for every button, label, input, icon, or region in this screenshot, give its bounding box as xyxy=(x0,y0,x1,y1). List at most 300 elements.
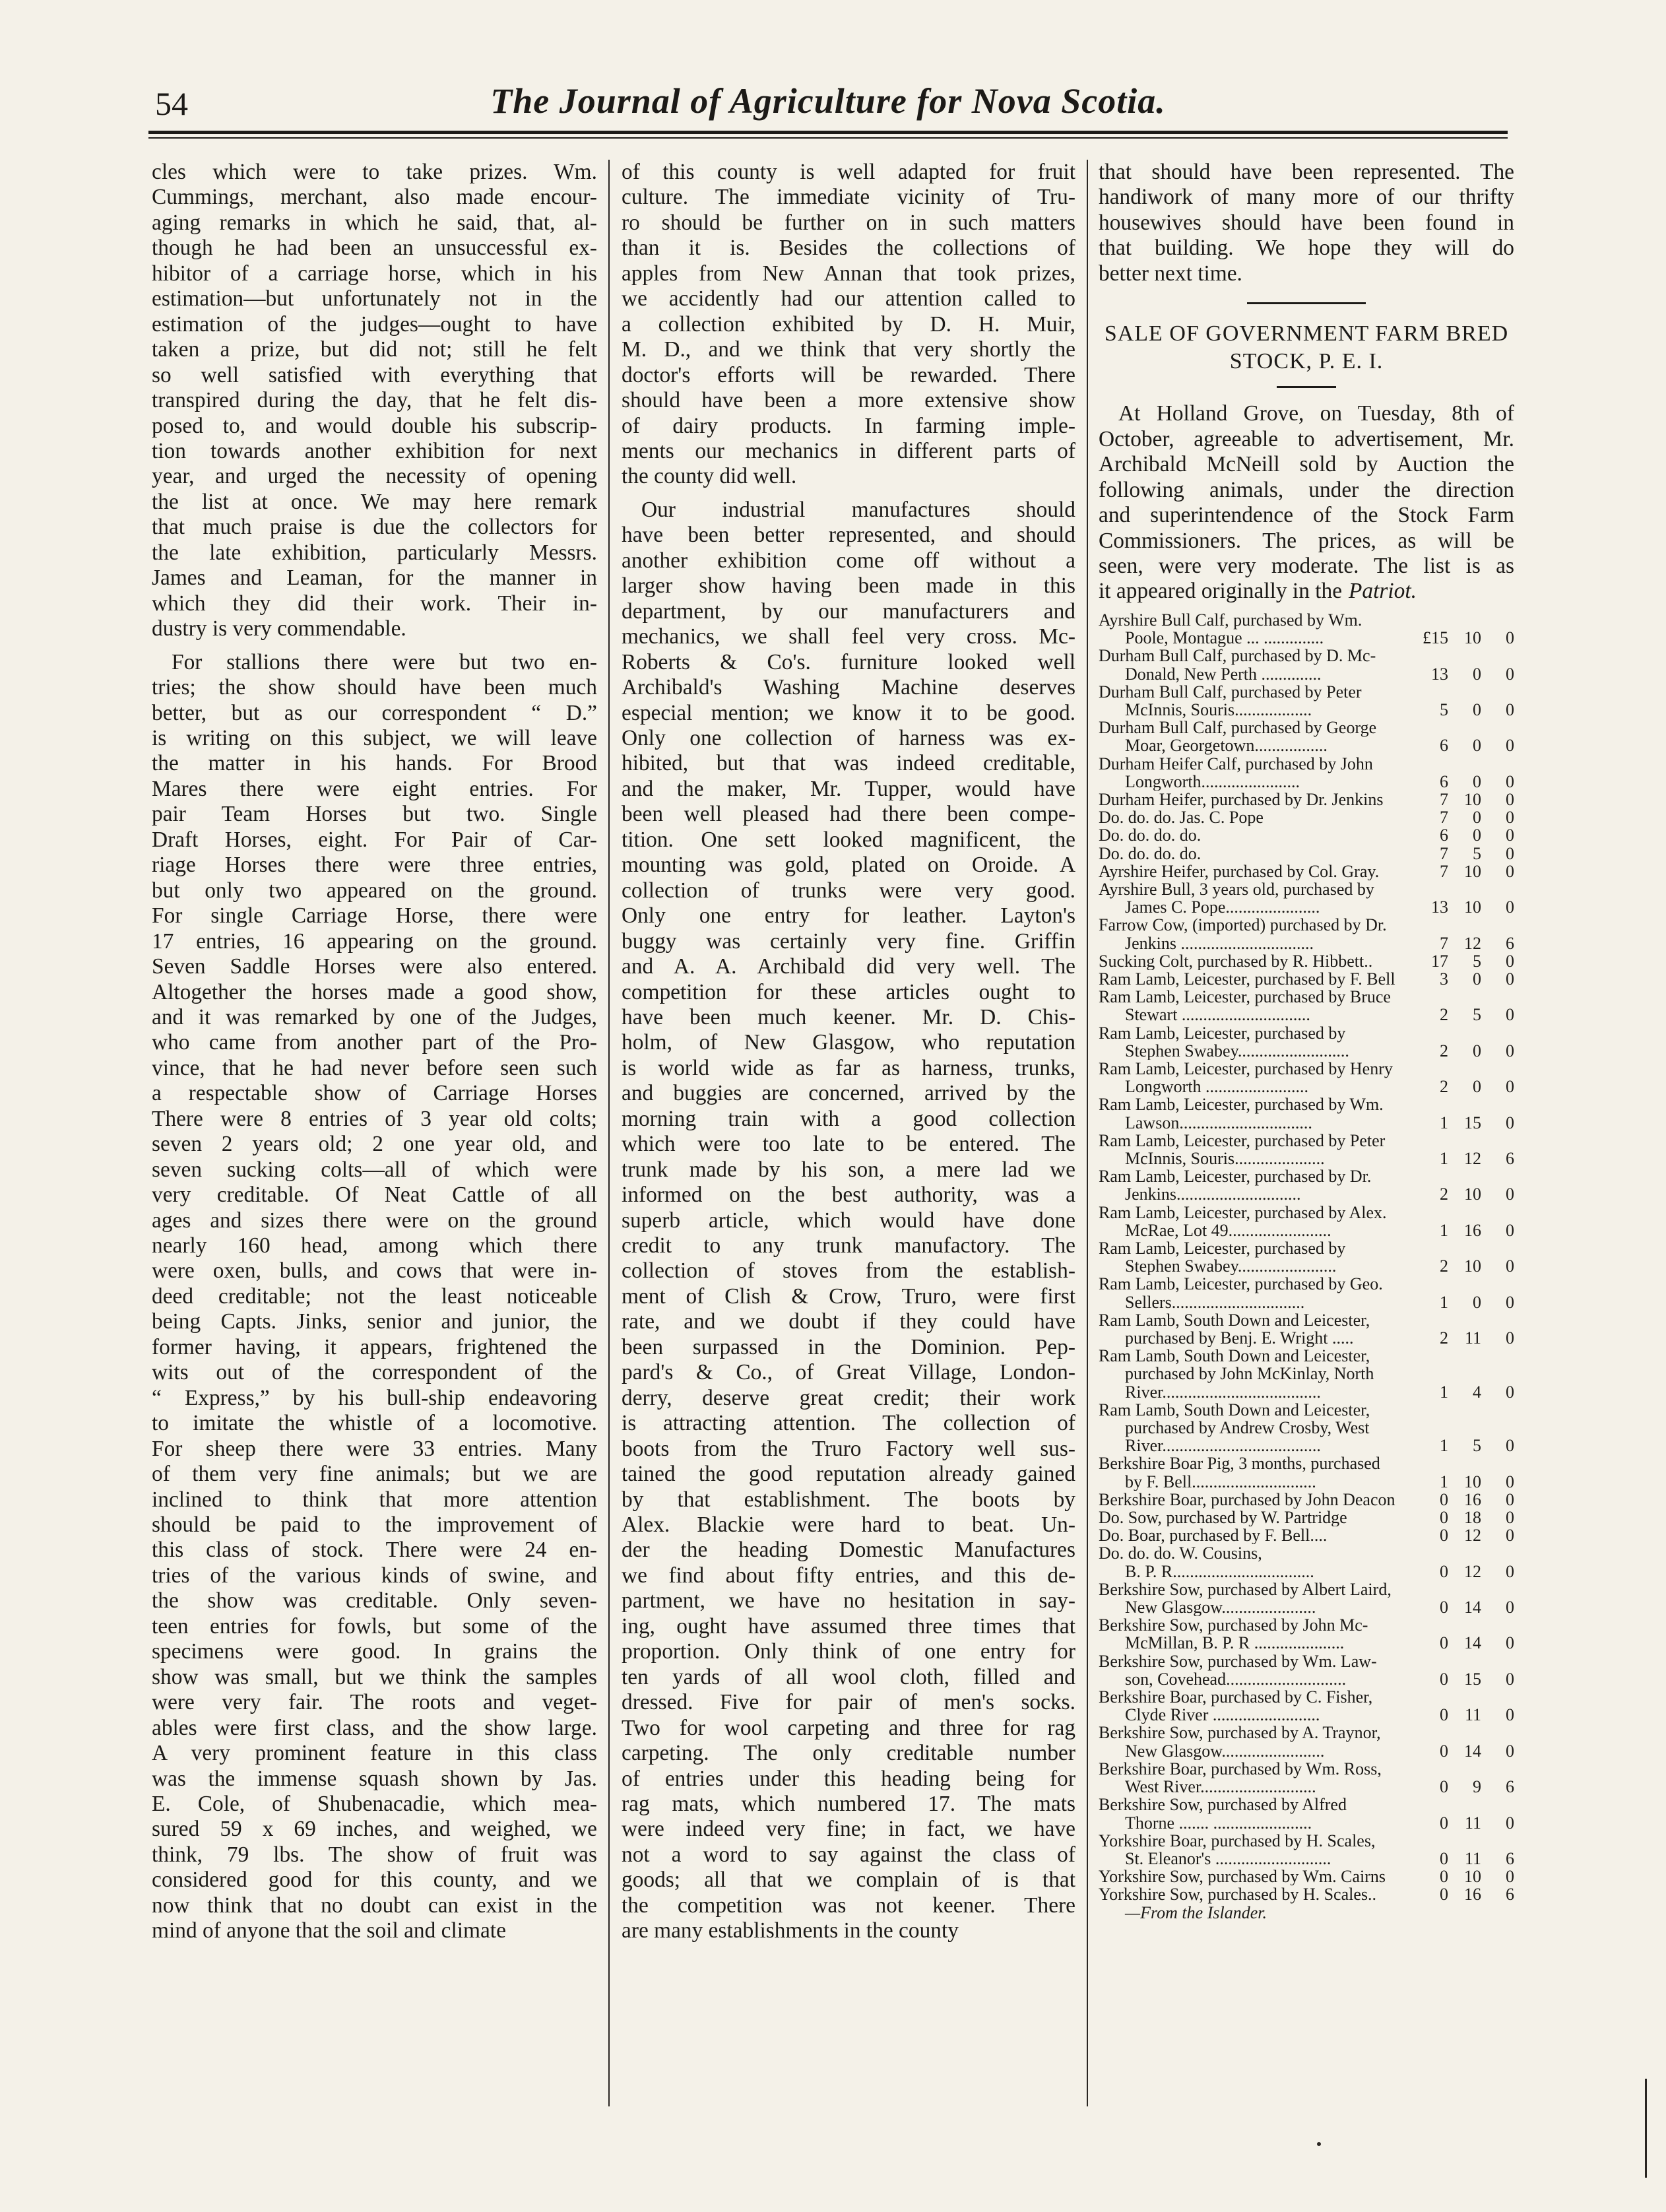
sale-entry xyxy=(1099,719,1514,754)
text-line: hibitor of a carriage horse, which in his xyxy=(152,261,597,286)
price-pence: 0 xyxy=(1506,843,1514,863)
sale-entry xyxy=(1099,1526,1514,1544)
text-line: There were 8 entries of 3 year old colts; xyxy=(152,1106,597,1131)
entry-line: Ayrshire Heifer, purchased by Col. Gray. xyxy=(1099,862,1380,880)
text-line: are many establishments in the county xyxy=(622,1918,959,1943)
sale-price xyxy=(1422,934,1514,952)
price-pounds: 0 xyxy=(1440,1633,1448,1653)
text-line: carpeting. The only creditable number xyxy=(622,1741,1075,1766)
sale-list xyxy=(1099,611,1514,1904)
price-pence: 0 xyxy=(1506,789,1514,809)
source-credit: —From the Islander. xyxy=(1125,1903,1267,1922)
price-pence: 0 xyxy=(1506,736,1514,756)
text-line: and A. A. Archibald did very well. The xyxy=(622,954,1075,979)
entry-line: Yorkshire Sow, purchased by Wm. Cairns xyxy=(1099,1868,1386,1886)
text-line: James and Leaman, for the manner in xyxy=(152,566,597,591)
text-line: posed to, and would double his subscrip- xyxy=(152,413,597,438)
entry-line: Durham Heifer, purchased by Dr. Jenkins xyxy=(1099,790,1384,809)
price-shillings: 16 xyxy=(1464,1885,1481,1904)
text-line: goods; all that we complain of is that xyxy=(622,1868,1075,1893)
price-pence: 0 xyxy=(1506,1292,1514,1312)
price-shillings: 10 xyxy=(1464,628,1481,648)
sale-price xyxy=(1422,1150,1514,1167)
price-pence: 0 xyxy=(1506,1113,1514,1132)
entry-line: Ayrshire Bull Calf, purchased by Wm. xyxy=(1099,610,1362,630)
entry-line: purchased by Andrew Crosby, West xyxy=(1125,1418,1370,1438)
text-line: rate, and we doubt if they could have xyxy=(622,1309,1075,1334)
price-pence: 0 xyxy=(1506,1489,1514,1509)
price-shillings: 12 xyxy=(1464,933,1481,953)
sale-entry xyxy=(1099,952,1514,970)
column-2 xyxy=(622,160,1075,1944)
price-pence: 0 xyxy=(1506,1382,1514,1402)
text-line: deed creditable; not the least noticeable xyxy=(152,1284,597,1309)
price-pence: 6 xyxy=(1506,1148,1514,1168)
entry-line: Thorne ....... ....................... xyxy=(1125,1813,1312,1832)
text-line: sured 59 x 69 inches, and weighed, we xyxy=(152,1817,597,1842)
text-line: was the immense squash shown by Jas. xyxy=(152,1766,597,1791)
text-line: dustry is very commendable. xyxy=(152,616,406,641)
price-pounds: 0 xyxy=(1440,1777,1448,1797)
entry-line: St. Eleanor's ........................... xyxy=(1125,1848,1331,1868)
price-shillings: 5 xyxy=(1473,843,1481,863)
entry-line: Poole, Montague ... .............. xyxy=(1125,628,1324,647)
entry-line: Durham Heifer Calf, purchased by John xyxy=(1099,754,1373,773)
column-1 xyxy=(152,160,597,1944)
text-line: For stallions there were but two en- xyxy=(172,649,597,674)
sale-entry xyxy=(1099,1491,1514,1509)
text-line: but only two appeared on the ground. xyxy=(152,878,597,903)
sale-entry xyxy=(1099,1688,1514,1724)
entry-line: Moar, Georgetown................. xyxy=(1125,736,1328,755)
price-pence: 0 xyxy=(1506,1436,1514,1456)
price-shillings: 10 xyxy=(1464,789,1481,809)
paragraph xyxy=(152,650,597,1944)
price-pounds: 2 xyxy=(1440,1077,1448,1097)
text-line: M. D., and we think that very shortly the xyxy=(622,337,1075,362)
text-line: estimation of the judges—ought to have xyxy=(152,311,597,337)
text-line: this class of stock. There were 24 en- xyxy=(152,1538,597,1563)
price-pounds: 13 xyxy=(1431,664,1448,684)
text-line xyxy=(1099,579,1514,604)
text-line: larger show having been made in this xyxy=(622,573,1075,599)
text-line: credit to any trunk manufactory. The xyxy=(622,1233,1075,1258)
text-line: competition for these articles ought to xyxy=(622,979,1075,1004)
text-line: considered good for this county, and we xyxy=(152,1868,597,1893)
price-pounds: 2 xyxy=(1440,1005,1448,1025)
text-line: to imitate the whistle of a locomotive. xyxy=(152,1411,597,1436)
price-shillings: 14 xyxy=(1464,1741,1481,1761)
sale-price xyxy=(1422,808,1514,826)
text-line: of dairy products. In farming imple- xyxy=(622,413,1075,438)
text-line: estimation—but unfortunately not in the xyxy=(152,286,597,311)
text-line: been well pleased had there been compe- xyxy=(622,802,1075,827)
sale-entry xyxy=(1099,826,1514,844)
text-line: Cummings, merchant, also made encour- xyxy=(152,185,597,210)
price-shillings: 12 xyxy=(1464,1148,1481,1168)
text-line: been surpassed in the Dominion. Pep- xyxy=(622,1334,1075,1359)
sale-entry xyxy=(1099,1868,1514,1885)
text-line: seven 2 years old; 2 one year old, and xyxy=(152,1132,597,1157)
page-header xyxy=(132,78,1524,131)
sale-entry xyxy=(1099,1454,1514,1490)
text-line: is attracting attention. The collection of xyxy=(622,1411,1075,1436)
price-pence: 0 xyxy=(1506,826,1514,845)
newspaper-name: Patriot. xyxy=(1349,579,1417,604)
text-line: though he had been an unsuccessful ex- xyxy=(152,236,597,261)
text-line: 17 entries, 16 appearing on the ground. xyxy=(152,928,597,954)
stray-dot xyxy=(1317,2142,1321,2146)
journal-title: The Journal of Agriculture for Nova Scotia. xyxy=(490,81,1166,121)
text-line: ages and sizes there were on the ground xyxy=(152,1208,597,1233)
text-line: we accidently had our attention called to xyxy=(622,286,1075,311)
text-line: E. Cole, of Shubenacadie, which mea- xyxy=(152,1792,597,1816)
price-pence: 0 xyxy=(1506,969,1514,989)
text-line: superb article, which would have done xyxy=(622,1208,1075,1233)
price-pounds: 0 xyxy=(1440,1705,1448,1725)
text-line: mind of anyone that the soil and climate xyxy=(152,1918,506,1943)
entry-line: Ayrshire Bull, 3 years old, purchased by xyxy=(1099,880,1374,899)
entry-line: Jenkins ............................... xyxy=(1125,933,1314,952)
text-line: ro should be further on in such matters xyxy=(622,210,1075,235)
sale-price xyxy=(1422,952,1514,970)
price-pence: 0 xyxy=(1506,1705,1514,1725)
entry-line: Stewart .............................. xyxy=(1125,1005,1310,1024)
entry-line: Ram Lamb, Leicester, purchased by Geo. xyxy=(1099,1275,1383,1294)
price-pounds: 0 xyxy=(1440,1598,1448,1617)
text-line: collection of stoves from the establish- xyxy=(622,1258,1075,1284)
price-pence: 0 xyxy=(1506,1633,1514,1653)
price-pounds: 1 xyxy=(1440,1472,1448,1491)
entry-line: McMillan, B. P. R ..................... xyxy=(1125,1633,1345,1652)
sale-entry xyxy=(1099,683,1514,719)
text-line: better next time. xyxy=(1099,261,1242,286)
price-pounds: 1 xyxy=(1440,1382,1448,1402)
sale-entry xyxy=(1099,1760,1514,1796)
intro-paragraph xyxy=(1099,160,1514,286)
sale-title-line: SALE OF GOVERNMENT FARM BRED xyxy=(1104,321,1509,346)
text-line: should be paid to the improvement of xyxy=(152,1513,597,1538)
sale-entry xyxy=(1099,1796,1514,1831)
price-pence: 6 xyxy=(1506,1848,1514,1868)
text-line: doctor's efforts will be rewarded. There xyxy=(622,362,1075,387)
text-line: Our industrial manufactures should xyxy=(641,497,1075,522)
entry-line: West River........................... xyxy=(1125,1777,1316,1796)
price-pence: 0 xyxy=(1506,1561,1514,1581)
entry-line: Durham Bull Calf, purchased by George xyxy=(1099,719,1377,738)
text-line: a respectable show of Carriage Horses xyxy=(152,1081,597,1106)
sale-entry xyxy=(1099,880,1514,916)
price-pounds: 1 xyxy=(1440,1148,1448,1168)
price-shillings: 11 xyxy=(1464,1705,1481,1725)
entry-line: Berkshire Boar, purchased by C. Fisher, xyxy=(1099,1688,1373,1707)
text-line: tries; the show should have been much xyxy=(152,675,597,700)
sale-price xyxy=(1422,1814,1514,1832)
sale-price xyxy=(1422,898,1514,916)
text-line: so well satisfied with everything that xyxy=(152,362,597,387)
sale-price xyxy=(1422,1850,1514,1868)
text-line: being Capts. Jinks, senior and junior, the xyxy=(152,1309,597,1334)
text-line: aging remarks in which he said, that, al- xyxy=(152,210,597,235)
price-pounds: £15 xyxy=(1423,628,1448,648)
entry-line: Do. do. do. do. xyxy=(1099,844,1201,862)
price-pence: 0 xyxy=(1506,1256,1514,1276)
sale-entry xyxy=(1099,1580,1514,1616)
text-line: transpired during the day, that he felt dis- xyxy=(152,388,597,413)
sale-price xyxy=(1422,1473,1514,1491)
entry-line: Do. do. do. W. Cousins, xyxy=(1099,1544,1262,1563)
sale-price xyxy=(1422,665,1514,683)
price-pounds: 2 xyxy=(1440,1256,1448,1276)
entry-line: Yorkshire Sow, purchased by H. Scales.. xyxy=(1099,1885,1377,1904)
entry-line: Ram Lamb, Leicester, purchased by xyxy=(1099,1239,1346,1258)
entry-line: purchased by Benj. E. Wright ..... xyxy=(1125,1328,1354,1348)
text-line: Archibald McNeill sold by Auction the xyxy=(1099,452,1514,477)
text-line: holm, of New Glasgow, who reputation xyxy=(622,1030,1075,1055)
sale-price xyxy=(1422,736,1514,754)
entry-line: Berkshire Boar, purchased by Wm. Ross, xyxy=(1099,1759,1382,1778)
entry-line: Do. Boar, purchased by F. Bell.... xyxy=(1099,1526,1328,1545)
text-line: Seven Saddle Horses were also entered. xyxy=(152,954,597,979)
price-pounds: 7 xyxy=(1440,933,1448,953)
price-shillings: 0 xyxy=(1473,826,1481,845)
sale-price xyxy=(1422,1221,1514,1239)
text-line: which they did their work. Their in- xyxy=(152,591,597,616)
price-shillings: 0 xyxy=(1473,1077,1481,1097)
entry-line: McInnis, Souris..................... xyxy=(1125,1148,1325,1168)
price-shillings: 14 xyxy=(1464,1598,1481,1617)
text-line: riage Horses there were three entries, xyxy=(152,853,597,878)
entry-line: Berkshire Sow, purchased by A. Traynor, xyxy=(1099,1724,1381,1743)
price-pounds: 0 xyxy=(1440,1489,1448,1509)
sale-entry xyxy=(1099,755,1514,791)
price-pounds: 5 xyxy=(1440,699,1448,719)
price-shillings: 11 xyxy=(1464,1813,1481,1833)
text-line: taken a prize, but did not; still he felt xyxy=(152,337,597,362)
text-line: A very prominent feature in this class xyxy=(152,1741,597,1766)
sale-price xyxy=(1422,1078,1514,1095)
sale-price xyxy=(1422,845,1514,862)
sale-price xyxy=(1422,862,1514,880)
header-rule-thin xyxy=(148,137,1508,139)
text-line: specimens were good. In grains the xyxy=(152,1639,597,1664)
price-pounds: 0 xyxy=(1440,1741,1448,1761)
entry-line: Berkshire Sow, purchased by Albert Laird, xyxy=(1099,1580,1392,1599)
price-shillings: 0 xyxy=(1473,969,1481,989)
text-line: year, and urged the necessity of opening xyxy=(152,464,597,489)
entry-line: Berkshire Sow, purchased by Wm. Law- xyxy=(1099,1652,1377,1671)
text-line: tion towards another exhibition for next xyxy=(152,438,597,463)
text-line: which were too late to be entered. The xyxy=(622,1132,1075,1157)
sale-entry xyxy=(1099,791,1514,808)
entry-line: by F. Bell............................. xyxy=(1125,1472,1316,1491)
entry-line: Ram Lamb, Leicester, purchased by Wm. xyxy=(1099,1095,1384,1115)
text-line: ables were first class, and the show large. xyxy=(152,1715,597,1740)
entry-line: Clyde River ......................... xyxy=(1125,1705,1320,1724)
column-3 xyxy=(1099,160,1514,1922)
sale-price xyxy=(1422,1742,1514,1760)
text-line: Altogether the horses made a good show, xyxy=(152,979,597,1004)
sale-entry xyxy=(1099,1724,1514,1759)
sale-entry xyxy=(1099,647,1514,682)
text-line: the list at once. We may here remark xyxy=(152,489,597,514)
sale-entry xyxy=(1099,988,1514,1024)
text-line: vince, that he had never before seen such xyxy=(152,1055,597,1080)
entry-line: James C. Pope...................... xyxy=(1125,897,1320,917)
sale-title xyxy=(1099,320,1514,375)
price-shillings: 5 xyxy=(1473,1436,1481,1456)
text-line: we find about fifty entries, and this de- xyxy=(622,1563,1075,1588)
sale-entry xyxy=(1099,845,1514,862)
text-line: and the maker, Mr. Tupper, would have xyxy=(622,776,1075,801)
text-line: and buggies are concerned, arrived by the xyxy=(622,1081,1075,1106)
text-line: inclined to think that more attention xyxy=(152,1487,597,1512)
column-divider xyxy=(1087,160,1088,2106)
price-shillings: 0 xyxy=(1473,808,1481,828)
price-pounds: 2 xyxy=(1440,1185,1448,1204)
sale-entry xyxy=(1099,1347,1514,1401)
sale-price xyxy=(1422,1885,1514,1903)
paragraph xyxy=(152,160,597,642)
text-line: Mares there were eight entries. For xyxy=(152,776,597,801)
entry-line: B. P. R................................. xyxy=(1125,1561,1314,1580)
sale-intro xyxy=(1099,401,1514,604)
price-pence: 0 xyxy=(1506,1005,1514,1025)
sale-price xyxy=(1422,1634,1514,1652)
text-line: the matter in his hands. For Brood xyxy=(152,751,597,776)
text-line: housewives should have been found in xyxy=(1099,210,1514,235)
text-line: Draft Horses, eight. For Pair of Car- xyxy=(152,827,597,852)
text-line: proportion. Only think of one entry for xyxy=(622,1639,1075,1664)
text-line: and superintendence of the Stock Farm xyxy=(1099,503,1514,528)
entry-line: Ram Lamb, Leicester, purchased by Henry xyxy=(1099,1059,1393,1078)
sale-entry xyxy=(1099,1239,1514,1275)
price-shillings: 9 xyxy=(1473,1777,1481,1797)
text-line: of them very fine animals; but we are xyxy=(152,1462,597,1487)
price-pence: 6 xyxy=(1506,933,1514,953)
text-line: collection of trunks were very good. xyxy=(622,878,1075,903)
sale-price xyxy=(1422,1670,1514,1688)
text-line: buggy was certainly very fine. Griffin xyxy=(622,928,1075,954)
price-pounds: 13 xyxy=(1431,897,1448,917)
price-pounds: 0 xyxy=(1440,1508,1448,1528)
text-line: ments our mechanics in different parts of xyxy=(622,438,1075,463)
text-line: Two for wool carpeting and three for rag xyxy=(622,1715,1075,1740)
text-line: show was small, but we think the samples xyxy=(152,1664,597,1689)
sale-price xyxy=(1422,1491,1514,1509)
price-pounds: 0 xyxy=(1440,1526,1448,1545)
entry-line: Donald, New Perth .............. xyxy=(1125,664,1322,683)
price-pence: 0 xyxy=(1506,771,1514,791)
text-line: apples from New Annan that took prizes, xyxy=(622,261,1075,286)
price-pence: 0 xyxy=(1506,664,1514,684)
price-shillings: 10 xyxy=(1464,1185,1481,1204)
text-line: not a word to say against the class of xyxy=(622,1842,1075,1867)
price-shillings: 11 xyxy=(1464,1848,1481,1868)
text-line: mechanics, we shall feel very cross. Mc- xyxy=(622,624,1075,649)
price-shillings: 15 xyxy=(1464,1669,1481,1689)
text-line: handiwork of many more of our thrifty xyxy=(1099,185,1514,210)
text-line: former having, it appears, frightened the xyxy=(152,1334,597,1359)
price-shillings: 18 xyxy=(1464,1508,1481,1528)
entry-line: Ram Lamb, South Down and Leicester, xyxy=(1099,1347,1370,1366)
entry-line: Sellers............................... xyxy=(1125,1292,1305,1311)
text-line: Commissioners. The prices, as will be xyxy=(1099,528,1514,553)
sale-entry xyxy=(1099,1311,1514,1347)
text-line: that building. We hope they will do xyxy=(1099,236,1514,261)
sale-title-line: STOCK, P. E. I. xyxy=(1229,349,1384,374)
sale-entry xyxy=(1099,1544,1514,1580)
entry-line: son, Covehead............................ xyxy=(1125,1669,1347,1689)
sale-price xyxy=(1422,1526,1514,1544)
sale-entry xyxy=(1099,1204,1514,1239)
price-shillings: 5 xyxy=(1473,1005,1481,1025)
price-shillings: 0 xyxy=(1473,736,1481,756)
text-line: informed on the best authority, was a xyxy=(622,1183,1075,1208)
text-line: were oxen, bulls, and cows that were in- xyxy=(152,1258,597,1284)
entry-line: Lawson............................... xyxy=(1125,1113,1312,1132)
text-line: At Holland Grove, on Tuesday, 8th of xyxy=(1118,401,1514,426)
text-line: tries of the various kinds of swine, and xyxy=(152,1563,597,1588)
price-pence: 0 xyxy=(1506,808,1514,828)
price-pence: 0 xyxy=(1506,1867,1514,1887)
price-pounds: 0 xyxy=(1440,1669,1448,1689)
text-line: culture. The immediate vicinity of Tru- xyxy=(622,185,1075,210)
sale-price xyxy=(1422,1778,1514,1796)
text-line: pard's & Co., of Great Village, London- xyxy=(622,1360,1075,1385)
entry-line: Durham Bull Calf, purchased by D. Mc- xyxy=(1099,647,1376,666)
text-line: Archibald's Washing Machine deserves xyxy=(622,675,1075,700)
sale-price xyxy=(1422,1006,1514,1024)
price-pounds: 6 xyxy=(1440,736,1448,756)
text-line: were very fair. The roots and veget- xyxy=(152,1690,597,1715)
entry-line: Sucking Colt, purchased by R. Hibbett.. xyxy=(1099,952,1373,970)
header-rule-thick xyxy=(148,131,1508,134)
text-span: it appeared originally in the xyxy=(1099,579,1343,604)
sale-price xyxy=(1422,701,1514,719)
text-line: dressed. Five for pair of men's socks. xyxy=(622,1690,1075,1715)
price-pence: 0 xyxy=(1506,1508,1514,1528)
entry-line: Ram Lamb, Leicester, purchased by Alex. xyxy=(1099,1203,1387,1222)
sale-price xyxy=(1422,1563,1514,1580)
price-pounds: 0 xyxy=(1440,1885,1448,1904)
text-line: mounting was gold, plated on Oroide. A xyxy=(622,853,1075,878)
sale-entry xyxy=(1099,611,1514,647)
price-shillings: 11 xyxy=(1464,1328,1481,1348)
entry-line: Ram Lamb, Leicester, purchased by Peter xyxy=(1099,1131,1386,1150)
entry-line: Ram Lamb, Leicester, purchased by F. Bell xyxy=(1099,969,1395,989)
entry-line: McInnis, Souris.................. xyxy=(1125,699,1312,719)
text-line: Alex. Blackie were hard to beat. Un- xyxy=(622,1513,1075,1538)
entry-line: Ram Lamb, Leicester, purchased by Bruce xyxy=(1099,988,1391,1007)
text-line: October, agreeable to advertisement, Mr. xyxy=(1099,426,1514,451)
price-shillings: 16 xyxy=(1464,1489,1481,1509)
sale-entry xyxy=(1099,916,1514,952)
entry-line: Do. do. do. Jas. C. Pope xyxy=(1099,808,1264,827)
price-shillings: 10 xyxy=(1464,861,1481,881)
price-shillings: 0 xyxy=(1473,771,1481,791)
sale-price xyxy=(1422,1293,1514,1311)
price-pounds: 17 xyxy=(1431,951,1448,971)
price-shillings: 14 xyxy=(1464,1633,1481,1653)
text-line: tained the good reputation already gained xyxy=(622,1462,1075,1487)
price-pence: 0 xyxy=(1506,1077,1514,1097)
sale-entry xyxy=(1099,1132,1514,1167)
entry-line: Ram Lamb, Leicester, purchased by Dr. xyxy=(1099,1167,1372,1187)
text-line: department, by our manufacturers and xyxy=(622,599,1075,624)
sale-entry xyxy=(1099,970,1514,988)
sale-price xyxy=(1422,1509,1514,1526)
